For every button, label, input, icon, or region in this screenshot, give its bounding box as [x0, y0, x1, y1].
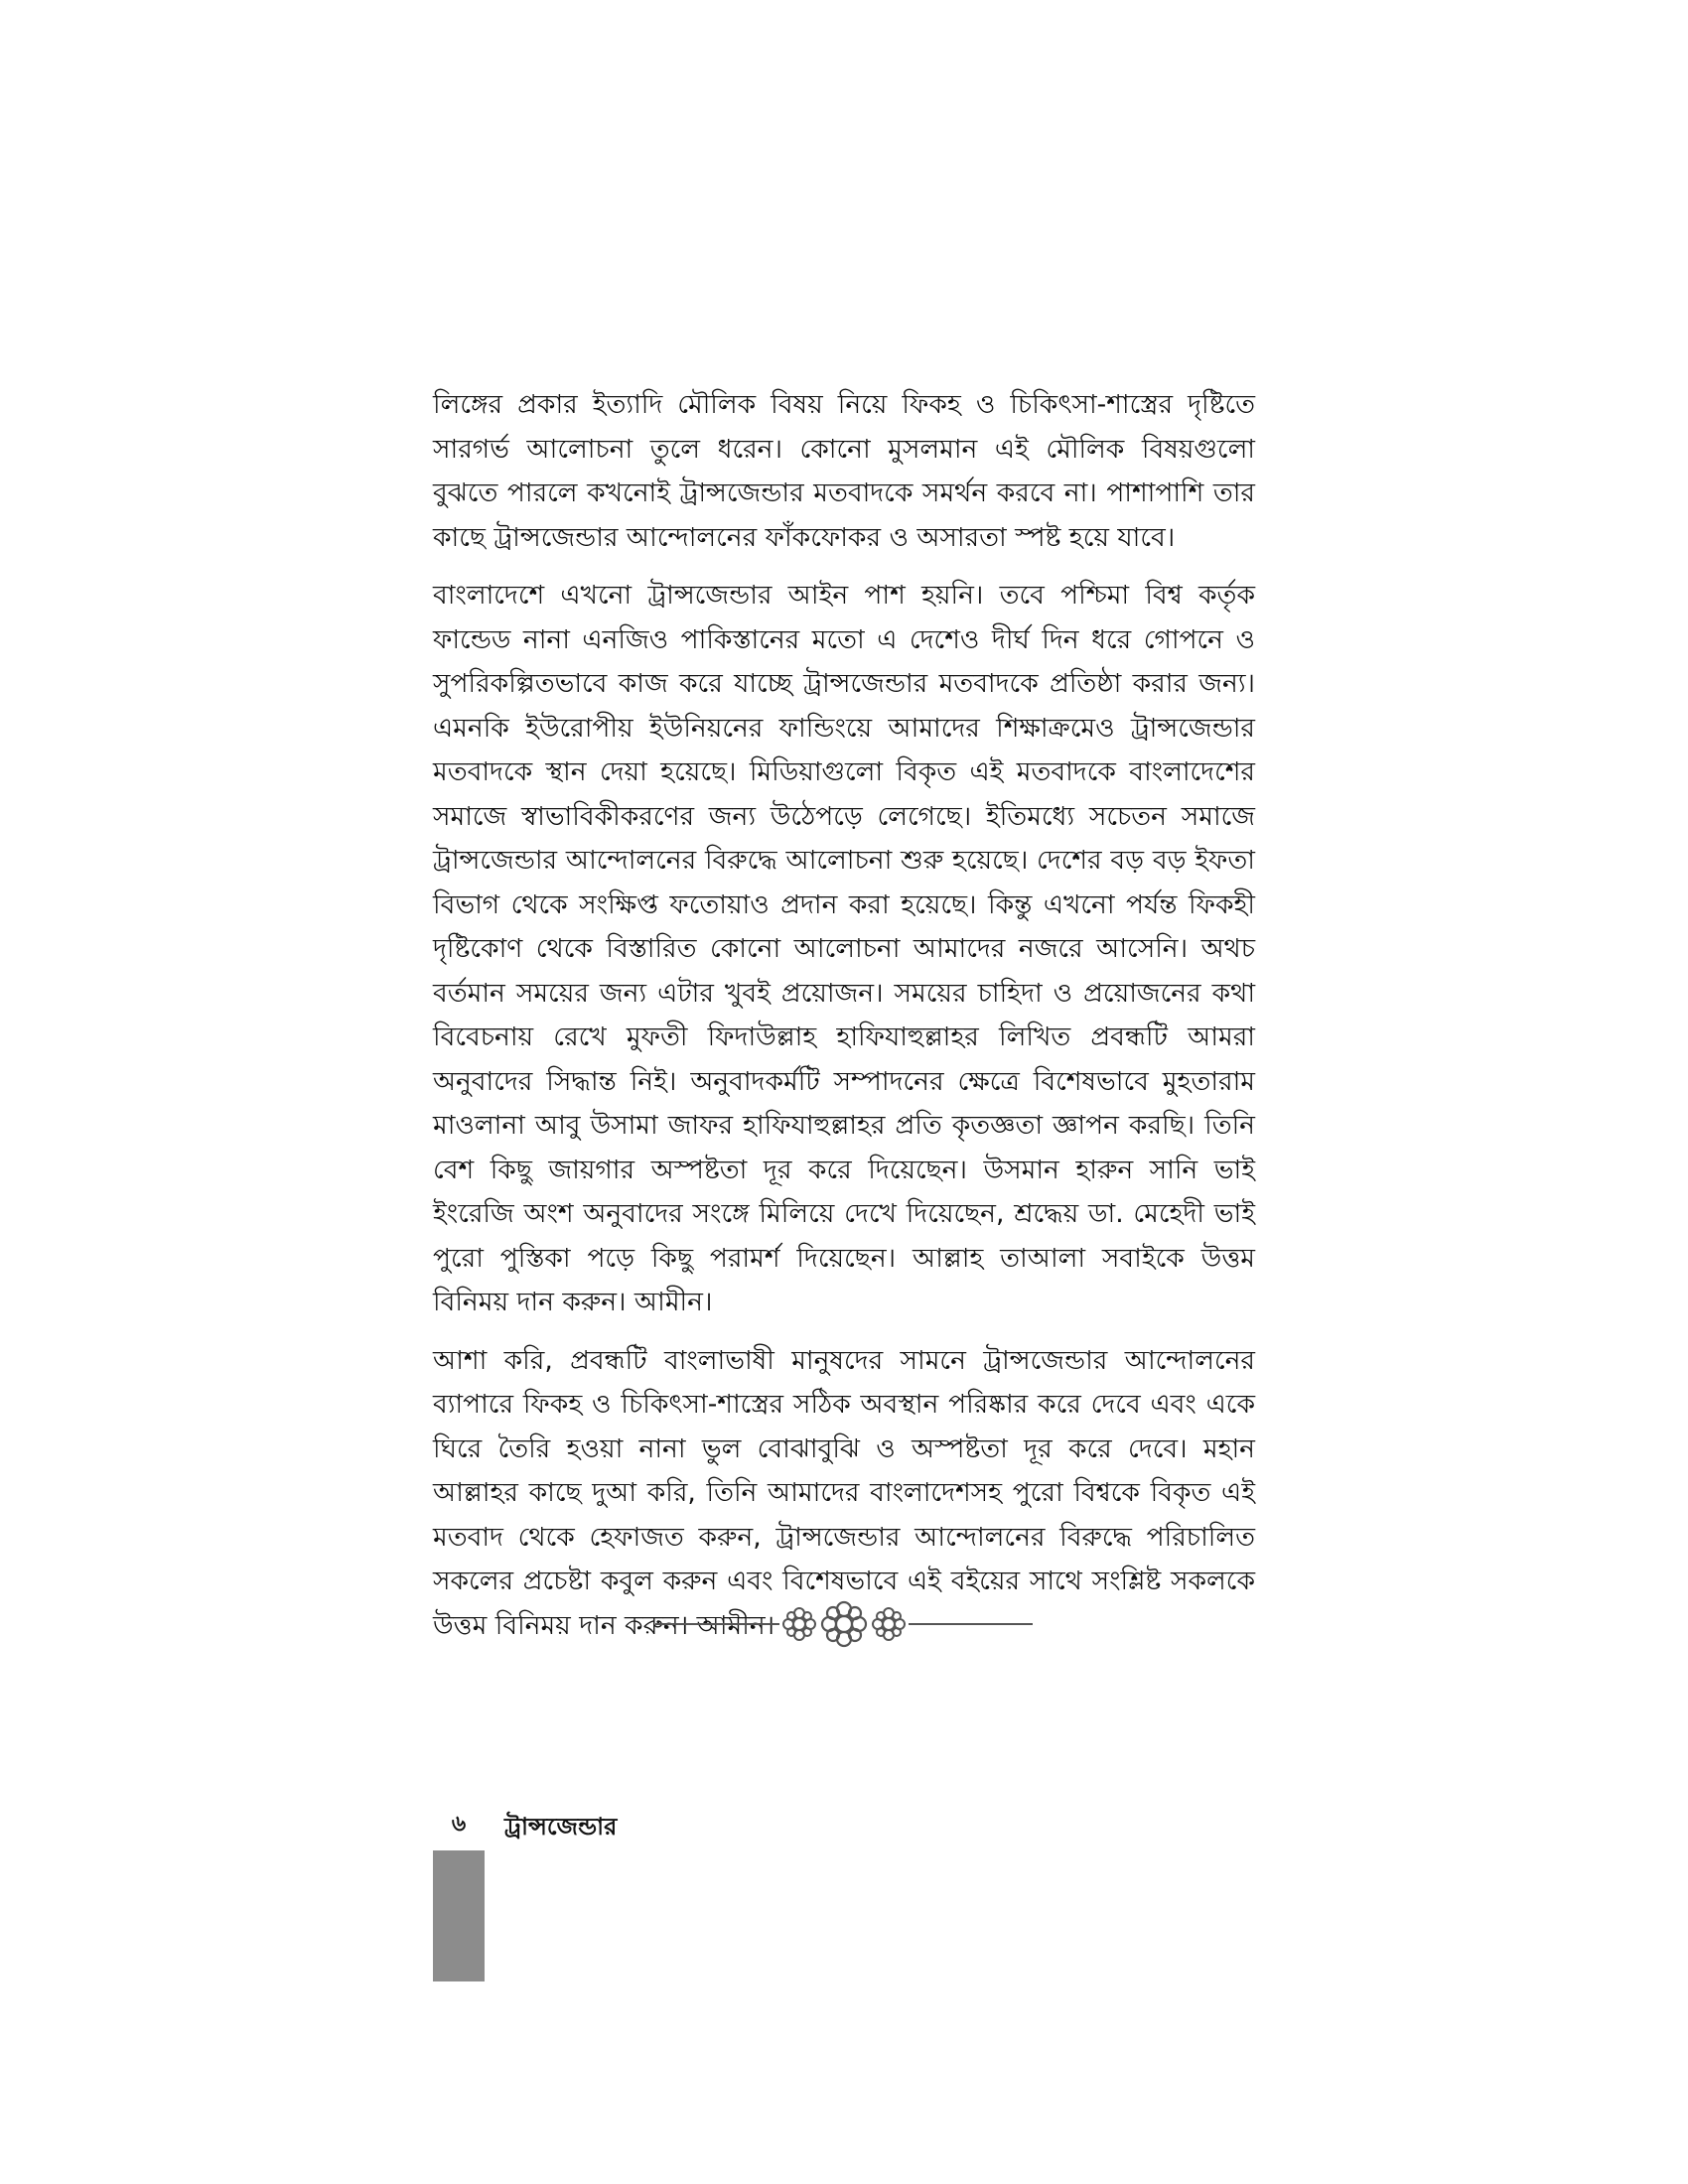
- page-footer: [433, 1799, 929, 1850]
- body-text: [433, 383, 1255, 1662]
- flower-right-icon: [873, 1608, 905, 1640]
- section-divider-ornament: [655, 1594, 1033, 1654]
- page-tab-bar: [433, 1852, 485, 1981]
- running-title: ট্রান্সজেন্ডার: [504, 1813, 618, 1841]
- paragraph-1: লিঙ্গের প্রকার ইত্যাদি মৌলিক বিষয় নিয়ে ফিকহ ও চিকিৎসা-শাস্ত্রের দৃষ্টিতে সারগর্ভ আলোচনা তুলে ধরেন। কোনো মুসলমান এই মৌলিক বিষয়গুলো বুঝতে পারলে কখনোই ট্রান্সজেন্ডার মতবাদকে সমর্থন করবে না। পাশাপাশি তার কাছে ট্রান্সজেন্ডার আন্দোলনের ফাঁকফোকর ও অসারতা স্পষ্ট হয়ে যাবে।: [433, 389, 1255, 553]
- flower-left-icon: [783, 1608, 815, 1640]
- page-number: ৬: [433, 1799, 485, 1852]
- paragraph-3: আশা করি, প্রবন্ধটি বাংলাভাষী মানুষদের সামনে ট্রান্সজেন্ডার আন্দোলনের ব্যাপারে ফিকহ ও চিকিৎসা-শাস্ত্রের সঠিক অবস্থান পরিষ্কার করে দেবে এবং একে ঘিরে তৈরি হওয়া নানা ভুল বোঝাবুঝি ও অস্পষ্টতা দূর করে দেবে। মহান আল্লাহর কাছে দুআ করি, তিনি আমাদের বাংলাদেশসহ পুরো বিশ্বকে বিকৃত এই মতবাদ থেকে হেফাজত করুন, ট্রান্সজেন্ডার আন্দোলনের বিরুদ্ধে পরিচালিত সকলের প্রচেষ্টা কবুল করুন এবং বিশেষভাবে এই বইয়ের সাথে সংশ্লিষ্ট সকলকে উত্তম বিনিময় দান করুন। আমীন।: [433, 1344, 1255, 1641]
- paragraph-2: বাংলাদেশে এখনো ট্রান্সজেন্ডার আইন পাশ হয়নি। তবে পশ্চিমা বিশ্ব কর্তৃক ফান্ডেড নানা এনজিও পাকিস্তানের মতো এ দেশেও দীর্ঘ দিন ধরে গোপনে ও সুপরিকল্পিতভাবে কাজ করে যাচ্ছে ট্রান্সজেন্ডার মতবাদকে প্রতিষ্ঠা করার জন্য। এমনকি ইউরোপীয় ইউনিয়নের ফান্ডিংয়ে আমাদের শিক্ষাক্রমেও ট্রান্সজেন্ডার মতবাদকে স্থান দেয়া হয়েছে। মিডিয়াগুলো বিকৃত এই মতবাদকে বাংলাদেশের সমাজে স্বাভাবিকীকরণের জন্য উঠেপড়ে লেগেছে। ইতিমধ্যে সচেতন সমাজে ট্রান্সজেন্ডার আন্দোলনের বিরুদ্ধে আলোচনা শুরু হয়েছে। দেশের বড় বড় ইফতা বিভাগ থেকে সংক্ষিপ্ত ফতোয়াও প্রদান করা হয়েছে। কিন্তু এখনো পর্যন্ত ফিকহী দৃষ্টিকোণ থেকে বিস্তারিত কোনো আলোচনা আমাদের নজরে আসেনি। অথচ বর্তমান সময়ের জন্য এটার খুবই প্রয়োজন। সময়ের চাহিদা ও প্রয়োজনের কথা বিবেচনায় রেখে মুফতী ফিদাউল্লাহ হাফিযাহুল্লাহর লিখিত প্রবন্ধটি আমরা অনুবাদের সিদ্ধান্ত নিই। অনুবাদকর্মটি সম্পাদনের ক্ষেত্রে বিশেষভাবে মুহতারাম মাওলানা আবু উসামা জাফর হাফিযাহুল্লাহর প্রতি কৃতজ্ঞতা জ্ঞাপন করছি। তিনি বেশ কিছু জায়গার অস্পষ্টতা দূর করে দিয়েছেন। উসমান হারুন সানি ভাই ইংরেজি অংশ অনুবাদের সংঙ্গে মিলিয়ে দেখে দিয়েছেন, শ্রদ্ধেয় ডা. মেহেদী ভাই পুরো পুস্তিকা পড়ে কিছু পরামর্শ দিয়েছেন। আল্লাহ তাআলা সবাইকে উত্তম বিনিময় দান করুন। আমীন।: [433, 580, 1255, 1317]
- flower-center-icon: [822, 1602, 866, 1646]
